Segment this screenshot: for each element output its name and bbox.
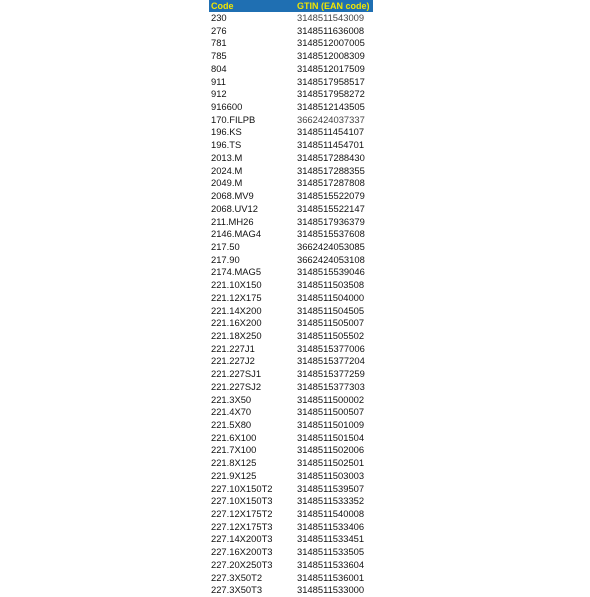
- table-row: [209, 101, 373, 114]
- gtin-cell[interactable]: 3148515522147: [297, 202, 365, 214]
- gtin-cell[interactable]: 3148511502501: [297, 457, 365, 469]
- table-row: [209, 241, 373, 254]
- table-body: [209, 12, 373, 597]
- gtin-cell[interactable]: 3148517936379: [297, 215, 365, 227]
- code-cell[interactable]: 221.16X200: [211, 317, 262, 329]
- code-cell[interactable]: 227.3X50T2: [211, 571, 263, 583]
- table-row: [209, 495, 373, 508]
- gtin-cell[interactable]: 3148511505502: [297, 329, 365, 341]
- code-cell[interactable]: 221.5X80: [211, 419, 252, 430]
- table-row: [209, 457, 373, 470]
- gtin-cell[interactable]: 3148517288355: [297, 164, 365, 176]
- table-row: [209, 114, 373, 127]
- gtin-cell[interactable]: 3148511504000: [297, 291, 365, 303]
- table-row: [209, 368, 373, 381]
- code-column-header[interactable]: Code: [211, 1, 234, 11]
- gtin-cell[interactable]: 3148512008309: [297, 50, 365, 62]
- gtin-column-header[interactable]: GTIN (EAN code): [297, 1, 370, 11]
- gtin-cell[interactable]: 3148511501504: [297, 431, 365, 443]
- gtin-cell[interactable]: 3662424053085: [297, 240, 365, 252]
- gtin-cell[interactable]: 3148511533604: [297, 558, 365, 570]
- code-cell[interactable]: 230: [211, 12, 227, 23]
- table-row: [209, 483, 373, 496]
- table-row: [209, 521, 373, 534]
- code-cell[interactable]: 781: [211, 37, 227, 49]
- code-cell[interactable]: 227.3X50T3: [211, 584, 263, 596]
- gtin-cell[interactable]: 3148515377259: [297, 368, 365, 380]
- table-row: [209, 330, 373, 343]
- gtin-cell[interactable]: 3148511503003: [297, 469, 365, 481]
- code-cell[interactable]: 227.12X175T2: [211, 508, 273, 520]
- gtin-cell[interactable]: 3148517288430: [297, 151, 365, 163]
- code-cell[interactable]: 804: [211, 62, 227, 74]
- code-cell[interactable]: 221.227J2: [211, 355, 255, 367]
- code-cell[interactable]: 911: [211, 75, 226, 87]
- code-cell[interactable]: 227.20X250T3: [211, 558, 273, 570]
- table-row: [209, 470, 373, 483]
- gtin-cell[interactable]: 3148511533352: [297, 495, 365, 507]
- table-row: [209, 76, 373, 89]
- gtin-cell[interactable]: 3148511539507: [297, 482, 365, 494]
- gtin-cell[interactable]: 3148511636008: [297, 24, 365, 36]
- gtin-cell[interactable]: 3148517287808: [297, 177, 365, 189]
- code-cell[interactable]: 221.10X150: [211, 279, 262, 291]
- table-row: [209, 584, 373, 597]
- table-row: [209, 177, 373, 190]
- gtin-cell[interactable]: 3148511505007: [297, 317, 365, 329]
- code-cell[interactable]: 217.50: [211, 240, 240, 252]
- spreadsheet-table: [209, 0, 373, 597]
- code-cell[interactable]: 221.14X200: [211, 304, 262, 316]
- code-cell[interactable]: 227.16X200T3: [211, 546, 273, 558]
- table-row: [209, 444, 373, 457]
- table-row: [209, 190, 373, 203]
- table-row: [209, 203, 373, 216]
- table-row: [209, 381, 373, 394]
- code-cell[interactable]: 2013.M: [211, 151, 243, 163]
- code-cell[interactable]: 227.12X175T3: [211, 520, 273, 532]
- table-row: [209, 572, 373, 585]
- table-row: [209, 50, 373, 63]
- gtin-cell[interactable]: 3148515377006: [297, 342, 365, 354]
- table-row: [209, 126, 373, 139]
- code-cell[interactable]: 221.227SJ1: [211, 368, 262, 380]
- code-cell[interactable]: 2174.MAG5: [211, 266, 262, 278]
- table-row: [209, 254, 373, 267]
- gtin-cell[interactable]: 3148511501009: [297, 419, 365, 430]
- gtin-cell[interactable]: 3148511500002: [297, 393, 365, 405]
- gtin-cell[interactable]: 3148512007005: [297, 37, 365, 49]
- code-cell[interactable]: 2068.UV12: [211, 202, 258, 214]
- code-cell[interactable]: 221.7X100: [211, 444, 257, 456]
- table-row: [209, 546, 373, 559]
- table-row: [209, 139, 373, 152]
- gtin-cell[interactable]: 3148511533000: [297, 584, 365, 596]
- table-row: [209, 25, 373, 38]
- code-cell[interactable]: 196.KS: [211, 126, 242, 138]
- gtin-cell[interactable]: 3662424037337: [297, 113, 365, 125]
- gtin-cell[interactable]: 3148511536001: [297, 571, 365, 583]
- gtin-cell[interactable]: 3148517958517: [297, 75, 365, 87]
- table-row: [209, 165, 373, 178]
- gtin-cell[interactable]: 3148515377303: [297, 380, 365, 392]
- code-cell[interactable]: 221.4X70: [211, 406, 252, 418]
- gtin-cell[interactable]: 3148511533406: [297, 520, 365, 532]
- table-row: [209, 292, 373, 305]
- code-cell[interactable]: 227.14X200T3: [211, 533, 273, 545]
- table-row: [209, 152, 373, 165]
- code-cell[interactable]: 170.FILPB: [211, 113, 256, 125]
- gtin-cell[interactable]: 3148512017509: [297, 62, 365, 74]
- table-row: [209, 37, 373, 50]
- gtin-cell[interactable]: 3148511533451: [297, 533, 365, 545]
- gtin-cell[interactable]: 3148511533505: [297, 546, 365, 558]
- table-row: [209, 533, 373, 546]
- table-row: [209, 279, 373, 292]
- gtin-cell[interactable]: 3148512143505: [297, 101, 365, 113]
- code-cell[interactable]: 221.18X250: [211, 329, 262, 341]
- table-row: [209, 419, 373, 432]
- table-row: [209, 305, 373, 318]
- code-cell[interactable]: 221.8X125: [211, 457, 257, 469]
- gtin-cell[interactable]: 3148515539046: [297, 266, 365, 278]
- gtin-cell[interactable]: 3148511504505: [297, 304, 365, 316]
- gtin-cell[interactable]: 3148511454701: [297, 139, 365, 151]
- code-cell[interactable]: 217.90: [211, 253, 240, 265]
- code-cell[interactable]: 2049.M: [211, 177, 243, 189]
- table-row: [209, 317, 373, 330]
- gtin-cell[interactable]: 3148515377204: [297, 355, 365, 367]
- gtin-cell[interactable]: 3148511503508: [297, 279, 365, 291]
- table-row: [209, 266, 373, 279]
- code-cell[interactable]: 785: [211, 50, 227, 62]
- gtin-cell[interactable]: 3148517958272: [297, 88, 365, 100]
- gtin-cell[interactable]: 3148511454107: [297, 126, 365, 138]
- table-row: [209, 228, 373, 241]
- gtin-cell[interactable]: 3662424053108: [297, 253, 365, 265]
- code-cell[interactable]: 276: [211, 24, 227, 36]
- table-row: [209, 394, 373, 407]
- code-cell[interactable]: 916600: [211, 101, 243, 113]
- code-cell[interactable]: 912: [211, 88, 227, 100]
- gtin-cell[interactable]: 3148511543009: [297, 12, 365, 23]
- code-cell[interactable]: 227.10X150T2: [211, 482, 273, 494]
- gtin-cell[interactable]: 3148515522079: [297, 190, 365, 202]
- table-row: [209, 355, 373, 368]
- gtin-cell[interactable]: 3148511540008: [297, 508, 365, 520]
- table-row: [209, 406, 373, 419]
- gtin-cell[interactable]: 3148511502006: [297, 444, 365, 456]
- table-row: [209, 508, 373, 521]
- code-cell[interactable]: 221.12X175: [211, 291, 262, 303]
- code-cell[interactable]: 221.9X125: [211, 469, 257, 481]
- gtin-cell[interactable]: 3148515537608: [297, 228, 365, 240]
- table-row: [209, 88, 373, 101]
- gtin-cell[interactable]: 3148511500507: [297, 406, 365, 418]
- table-row: [209, 63, 373, 76]
- code-cell[interactable]: 2068.MV9: [211, 190, 254, 202]
- code-cell[interactable]: 211.MH26: [211, 215, 254, 227]
- table-row: [209, 559, 373, 572]
- table-row: [209, 12, 373, 25]
- header-row: [209, 0, 373, 12]
- code-cell[interactable]: 227.10X150T3: [211, 495, 273, 507]
- table-row: [209, 216, 373, 229]
- code-cell[interactable]: 221.3X50: [211, 393, 252, 405]
- code-cell[interactable]: 2146.MAG4: [211, 228, 262, 240]
- code-cell[interactable]: 221.227J1: [211, 342, 255, 354]
- code-cell[interactable]: 221.227SJ2: [211, 380, 262, 392]
- table-row: [209, 432, 373, 445]
- code-cell[interactable]: 2024.M: [211, 164, 243, 176]
- code-cell[interactable]: 196.TS: [211, 139, 242, 151]
- code-cell[interactable]: 221.6X100: [211, 431, 257, 443]
- table-row: [209, 343, 373, 356]
